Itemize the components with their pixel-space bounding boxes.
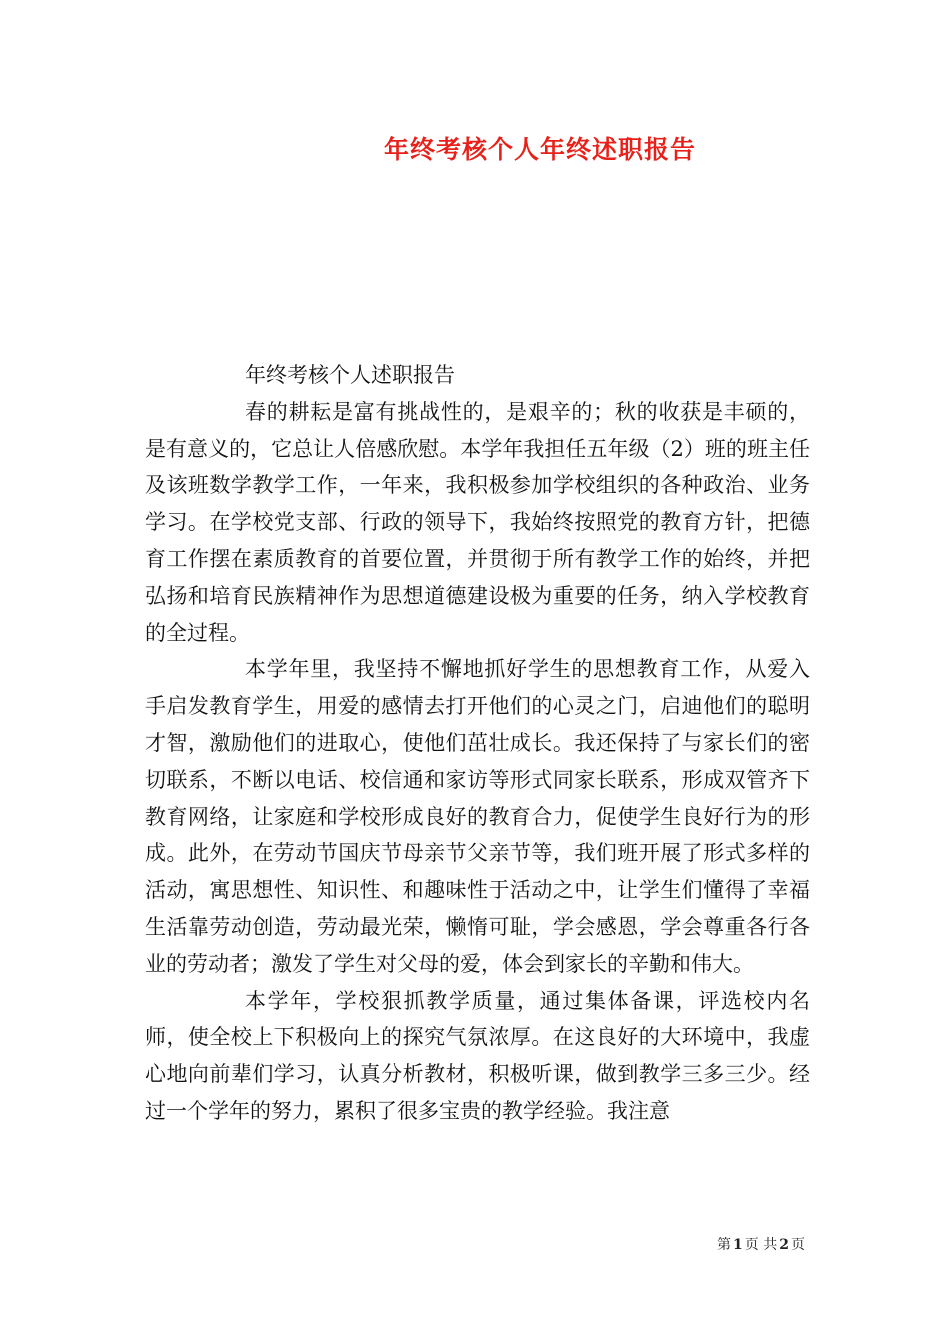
document-body	[145, 357, 810, 1130]
footer-suffix: 页	[791, 1237, 805, 1253]
document-heading: 年终考核个人述职报告	[245, 363, 455, 387]
paragraph-3: 本学年，学校狠抓教学质量，通过集体备课，评选校内名师，使全校上下积极向上的探究气氛浓厚。在这良好的大环境中，我虚心地向前辈们学习，认真分析教材，积极听课，做到教学三多三少。经过一个学年的努力，累积了很多宝贵的教学经验。我注意	[145, 988, 810, 1123]
paragraph-1: 春的耕耘是富有挑战性的，是艰辛的；秋的收获是丰硕的，是有意义的，它总让人倍感欣慰。本学年我担任五年级（2）班的班主任及该班数学教学工作，一年来，我积极参加学校组织的各种政治、业务学习。在学校党支部、行政的领导下，我始终按照党的教育方针，把德育工作摆在素质教育的首要位置，并贯彻于所有教学工作的始终，并把弘扬和培育民族精神作为思想道德建设极为重要的任务，纳入学校教育的全过程。	[145, 399, 810, 645]
footer-prefix: 第	[717, 1237, 732, 1253]
footer-current-page: 1	[733, 1237, 743, 1253]
footer-total-pages: 2	[779, 1237, 789, 1253]
paragraph-2: 本学年里，我坚持不懈地抓好学生的思想教育工作，从爱入手启发教育学生，用爱的感情去打开他们的心灵之门，启迪他们的聪明才智，激励他们的进取心，使他们茁壮成长。我还保持了与家长们的密切联系，不断以电话、校信通和家访等形式同家长联系，形成双管齐下教育网络，让家庭和学校形成良好的教育合力，促使学生良好行为的形成。此外，在劳动节国庆节母亲节父亲节等，我们班开展了形式多样的活动，寓思想性、知识性、和趣味性于活动之中，让学生们懂得了幸福生活靠劳动创造，劳动最光荣，懒惰可耻，学会感恩，学会尊重各行各业的劳动者；激发了学生对父母的爱，体会到家长的辛勤和伟大。	[145, 657, 810, 976]
footer-middle: 页 共	[744, 1237, 778, 1253]
page-title: 年终考核个人年终述职报告	[383, 135, 696, 164]
page-footer	[717, 1234, 805, 1254]
